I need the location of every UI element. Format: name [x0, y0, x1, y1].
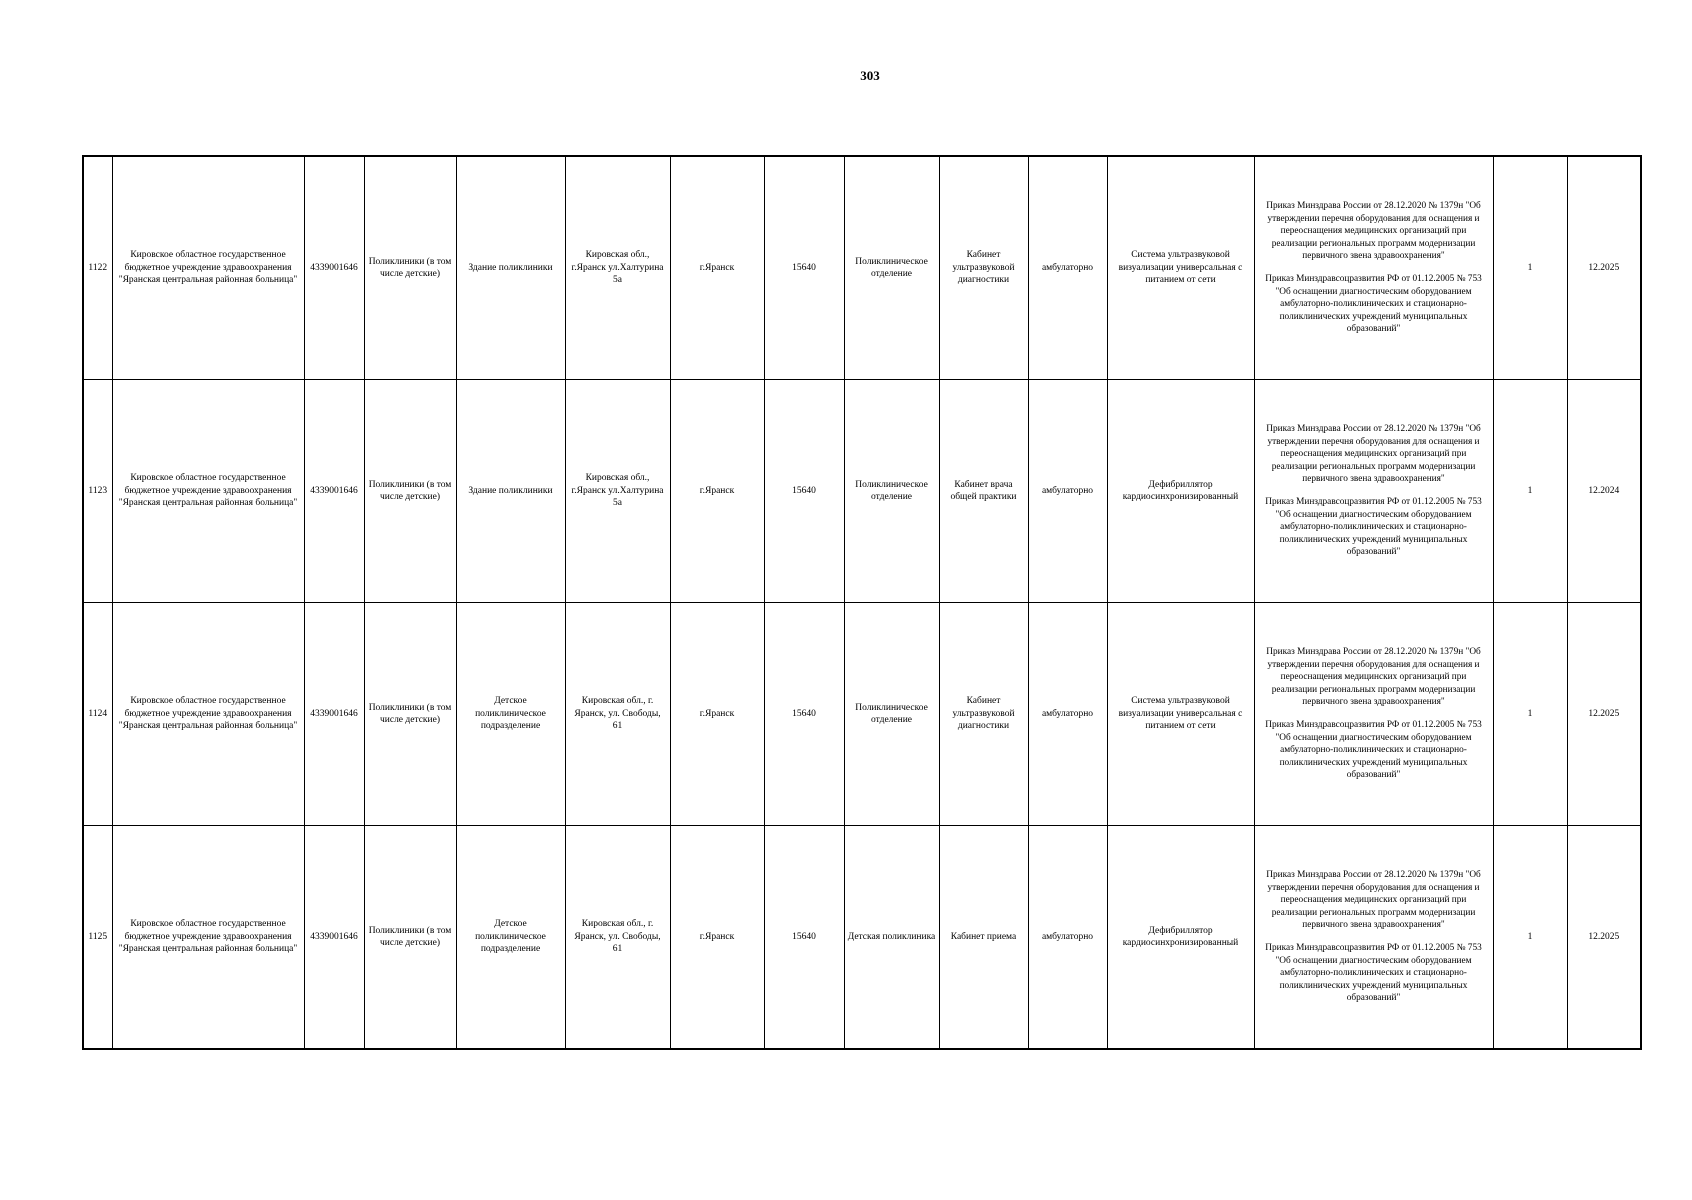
room: Кабинет ультразвуковой диагностики [939, 156, 1028, 380]
division: Поликлиническое отделение [844, 380, 939, 603]
due-date: 12.2025 [1567, 156, 1641, 380]
city: г.Яранск [670, 380, 764, 603]
row-number: 1124 [83, 603, 112, 826]
table-row [83, 380, 1641, 603]
due-date: 12.2024 [1567, 380, 1641, 603]
building-name: Здание поликлиники [456, 380, 565, 603]
equipment-name: Система ультразвуковой визуализации универсальная с питанием от сети [1107, 603, 1254, 826]
quantity: 1 [1493, 156, 1567, 380]
care-mode: амбулаторно [1028, 380, 1107, 603]
equipment-name: Система ультразвуковой визуализации универсальная с питанием от сети [1107, 156, 1254, 380]
city: г.Яранск [670, 603, 764, 826]
table-row [83, 603, 1641, 826]
locality-code: 15640 [764, 380, 844, 603]
facility-type: Поликлиники (в том числе детские) [364, 380, 456, 603]
care-mode: амбулаторно [1028, 156, 1107, 380]
legal-order-1: Приказ Минздрава России от 28.12.2020 № 1379н "Об утверждении перечня оборудования для оснащения и переоснащения медицинских организаций при реализации региональных программ модернизации первичного звена здравоохранения" [1266, 647, 1481, 708]
quantity: 1 [1493, 826, 1567, 1050]
city: г.Яранск [670, 826, 764, 1050]
legal-order-2: Приказ Минздравсоцразвития РФ от 01.12.2005 № 753 "Об оснащении диагностическим оборудованием амбулаторно-поликлинических и стационарно-поликлинических учреждений муниципальных образований" [1265, 720, 1482, 781]
locality-code: 15640 [764, 826, 844, 1050]
legal-basis [1254, 380, 1493, 603]
address: Кировская обл., г.Яранск ул.Халтурина 5а [565, 380, 670, 603]
building-name: Здание поликлиники [456, 156, 565, 380]
page-number: 303 [860, 68, 880, 83]
table-row [83, 826, 1641, 1050]
inn-code: 4339001646 [304, 156, 364, 380]
quantity: 1 [1493, 380, 1567, 603]
equipment-registry-table [82, 155, 1642, 1050]
division: Детская поликлиника [844, 826, 939, 1050]
room: Кабинет врача общей практики [939, 380, 1028, 603]
inn-code: 4339001646 [304, 826, 364, 1050]
address: Кировская обл., г. Яранск, ул. Свободы, 61 [565, 826, 670, 1050]
legal-order-1: Приказ Минздрава России от 28.12.2020 № 1379н "Об утверждении перечня оборудования для оснащения и переоснащения медицинских организаций при реализации региональных программ модернизации первичного звена здравоохранения" [1266, 424, 1481, 485]
division: Поликлиническое отделение [844, 156, 939, 380]
organization-name: Кировское областное государственное бюджетное учреждение здравоохранения "Яранская центральная районная больница" [112, 603, 304, 826]
city: г.Яранск [670, 156, 764, 380]
legal-basis [1254, 156, 1493, 380]
table-row [83, 156, 1641, 380]
care-mode: амбулаторно [1028, 603, 1107, 826]
organization-name: Кировское областное государственное бюджетное учреждение здравоохранения "Яранская центральная районная больница" [112, 380, 304, 603]
due-date: 12.2025 [1567, 826, 1641, 1050]
address: Кировская обл., г. Яранск, ул. Свободы, 61 [565, 603, 670, 826]
legal-order-2: Приказ Минздравсоцразвития РФ от 01.12.2005 № 753 "Об оснащении диагностическим оборудованием амбулаторно-поликлинических и стационарно-поликлинических учреждений муниципальных образований" [1265, 274, 1482, 335]
equipment-name: Дефибриллятор кардиосинхронизированный [1107, 826, 1254, 1050]
building-name: Детское поликлиническое подразделение [456, 826, 565, 1050]
facility-type: Поликлиники (в том числе детские) [364, 826, 456, 1050]
inn-code: 4339001646 [304, 603, 364, 826]
organization-name: Кировское областное государственное бюджетное учреждение здравоохранения "Яранская центральная районная больница" [112, 826, 304, 1050]
due-date: 12.2025 [1567, 603, 1641, 826]
facility-type: Поликлиники (в том числе детские) [364, 156, 456, 380]
legal-order-1: Приказ Минздрава России от 28.12.2020 № 1379н "Об утверждении перечня оборудования для оснащения и переоснащения медицинских организаций при реализации региональных программ модернизации первичного звена здравоохранения" [1266, 201, 1481, 262]
legal-order-2: Приказ Минздравсоцразвития РФ от 01.12.2005 № 753 "Об оснащении диагностическим оборудованием амбулаторно-поликлинических и стационарно-поликлинических учреждений муниципальных образований" [1265, 497, 1482, 558]
building-name: Детское поликлиническое подразделение [456, 603, 565, 826]
inn-code: 4339001646 [304, 380, 364, 603]
address: Кировская обл., г.Яранск ул.Халтурина 5а [565, 156, 670, 380]
legal-order-2: Приказ Минздравсоцразвития РФ от 01.12.2005 № 753 "Об оснащении диагностическим оборудованием амбулаторно-поликлинических и стационарно-поликлинических учреждений муниципальных образований" [1265, 943, 1482, 1004]
row-number: 1122 [83, 156, 112, 380]
legal-basis [1254, 826, 1493, 1050]
row-number: 1125 [83, 826, 112, 1050]
division: Поликлиническое отделение [844, 603, 939, 826]
legal-order-1: Приказ Минздрава России от 28.12.2020 № 1379н "Об утверждении перечня оборудования для оснащения и переоснащения медицинских организаций при реализации региональных программ модернизации первичного звена здравоохранения" [1266, 870, 1481, 931]
legal-basis [1254, 603, 1493, 826]
room: Кабинет приема [939, 826, 1028, 1050]
room: Кабинет ультразвуковой диагностики [939, 603, 1028, 826]
locality-code: 15640 [764, 156, 844, 380]
facility-type: Поликлиники (в том числе детские) [364, 603, 456, 826]
care-mode: амбулаторно [1028, 826, 1107, 1050]
equipment-name: Дефибриллятор кардиосинхронизированный [1107, 380, 1254, 603]
row-number: 1123 [83, 380, 112, 603]
quantity: 1 [1493, 603, 1567, 826]
organization-name: Кировское областное государственное бюджетное учреждение здравоохранения "Яранская центральная районная больница" [112, 156, 304, 380]
locality-code: 15640 [764, 603, 844, 826]
